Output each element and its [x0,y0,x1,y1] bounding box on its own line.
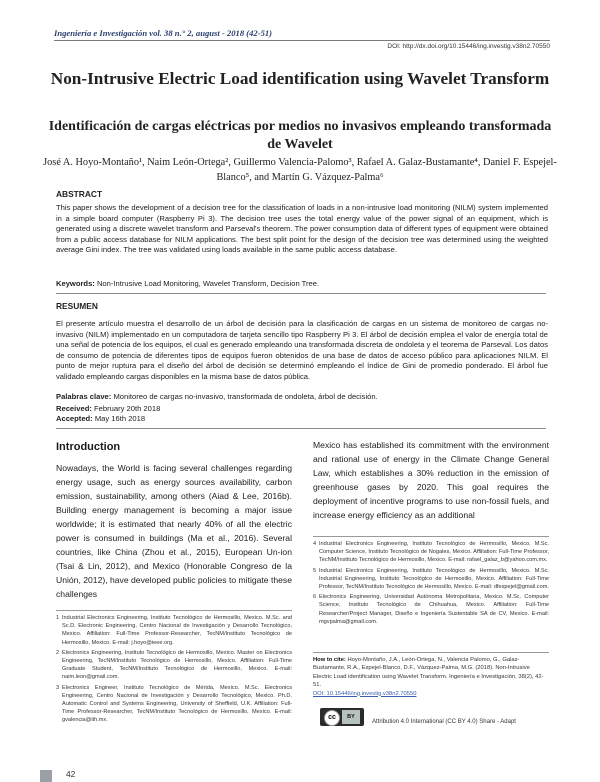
introduction-heading: Introduction [56,441,121,453]
footnote-text: Industrial Electronics Engineering, Instituto Tecnológico de Hermosillo, Mexico. M.Sc. Industrial Engineering, Instituto Tecnológico de Hermosillo, Mexico. Affiliation: Full-Time Professor, TecNM/Instituto Tecnológico de Hermosillo, Mexico. E-mail: dfespejel@gmail.com. [319,567,549,591]
doi-line[interactable]: DOI: http://dx.doi.org/10.15446/ing.investig.v38n2.70550 [387,43,550,50]
footnote-number: 2 [56,649,60,656]
intro-right-column: Mexico has established its commitment with the environment and rational use of energy in the Climate Change General Law, which establishes a 30% reduction in the emission of greenhouse gases by 2020. This goal requires the deployment of incentive programs to use non-fossil fuels, and increase energy efficiency as an additional [313,440,549,520]
footnotes-right [313,540,549,628]
how-to-cite [313,656,549,698]
license-text: Attribution 4.0 International (CC BY 4.0) Share - Adapt [372,719,516,725]
received-label: Received: [56,404,92,413]
footnote-text: Industrial Electronics Engineering, Instituto Tecnológico de Hermosillo, Mexico. M.Sc. Computer Science, Instituto Tecnológico de Nogales, Mexico. Affiliation: Full-Time Professor, TecNM/Instituto Tecnológico de Hermosillo, Mexico. E-mail: rafael_galaz_b@yahoo.com.mx. [319,541,549,564]
resumen-keywords [56,392,548,401]
footnote [56,684,292,725]
footnote [313,540,549,565]
author-list: José A. Hoyo-Montaño¹, Naim León-Ortega², Guillermo Valencia-Palomo³, Rafael A. Galaz-Bustamante⁴, Daniel F. Espejel-Blanco⁵, and Martín G. Vázquez-Palma⁶ [43,157,557,183]
footnote-number: 5 [313,567,317,574]
resumen-heading: RESUMEN [56,301,98,311]
citation-doi-link[interactable]: DOI: 10.15446/ing.investig.v38n2.70550 [313,690,417,697]
journal-header: Ingeniería e Investigación vol. 38 n.° 2, august - 2018 (42-51) [54,28,273,38]
intro-left-column: Nowadays, the World is facing several challenges regarding energy usage, such as energy sources availability, carbon emission, sustainability, among others (Aiad & Lee, 2016b). Building energy management is becoming a major issue worldwide; it is estimated that nearly 40% of all the electric power is consumed in buildings (Ma et al., 2016). Several countries, like China (Zhou et al., 2015), European Un-ion (Tsai & Lin, 2012), and Mexico (Honorable Congreso de la Unión, 2012), have developed public policies to mitigate these challenges [56,463,293,599]
footnotes-left [56,614,292,727]
footnote [56,614,292,647]
section-divider [56,428,546,429]
footnote-number: 1 [56,615,60,621]
palabras-clave-label: Palabras clave: [56,392,112,401]
cc-license-badge[interactable] [320,708,364,726]
section-divider [56,293,546,294]
resumen-text: El presente artículo muestra el desarrollo de un árbol de decisión para la clasificación de cargas en un sistema de monitoreo de cargas no-invasivo (NILM) implementado en un computadora de tarjeta sencillo tipo Raspberry Pi 3. El árbol de decisión emplea el valor de energía total de una señal de potencia de los equipos, el cual es generado empleando una transformada discreta de ondoleta y el teorema de Parseval. Los datos de consumo de potencia de diferentes tipos de equipos fueron obtenidos de una base de datos de acceso público para aplicaciones NILM. El punto de mejor ruptura para el diseño del árbol de decisión se determinó empleando el índice de Gini de promedio ponderado. El árbol fue validado empleando cargas disponibles en la misma base de datos pública. [56,319,548,381]
keywords-value: Non-Intrusive Load Monitoring, Wavelet Transform, Decision Tree. [96,279,320,288]
accepted-label: Accepted: [56,414,93,423]
footnote-text: Electronics Engineer, Instituto Tecnológico de Mérida, Mexico. M.Sc. Electronics Engineering, Centro Nacional de Investigación y Desarrollo Tecnológico, Mexico. Ph.D. Automatic Control and Systems Engineering, University of Sheffield, U.K. Affiliation: Full-Time Professor-Researcher, TecNM/Instituto Tecnológico de Hermosillo, Mexico. E-mail: gvalencia@ith.mx. [62,684,292,724]
received-date [56,404,548,413]
footnote-number: 3 [56,684,60,691]
footnote-number: 4 [313,541,317,547]
footnote-divider [313,536,549,537]
abstract-heading: ABSTRACT [56,189,103,199]
footer-marker [40,770,52,782]
footnote [56,649,292,682]
how-to-cite-text: Hoyo-Montaño, J.A., León-Ortega, N., Valencia Palomo, G., Galaz-Bustamante, R.A., Espejel-Blanco, D.F., Vázquez-Palma, M.G. (2018). Non-Intrusive Electric Load identification using Wavelet Transform. Ingeniería e Investigación, 38(2), 42-51. [313,657,544,689]
abstract-text: This paper shows the development of a decision tree for the classification of loads in a non-intrusive load monitoring (NILM) system implemented in a simple board computer (Raspberry Pi 3). The decision tree uses the total energy value of the power signal of an equipment, which is generated using a discrete wavelet transform and Parseval's theorem. The power consumption data of different types of equipment were obtained from a public access database for NILM applications. The best split point for the design of the decision tree was determined using the weighted average Gini index. The tree was validated using loads available in the same public access database. [56,203,548,254]
palabras-clave-value: Monitoreo de cargas no-invasivo, transformada de ondoleta, árbol de decisión. [113,392,378,401]
citation-divider [313,652,549,653]
received-value: February 20th 2018 [94,404,161,413]
accepted-date [56,414,548,423]
how-to-cite-label: How to cite: [313,657,346,663]
footnote-text: Electronics Engineering, Instituto Tecnológico de Hermosillo, Mexico. Master on Electronics Engineering, TecNM/Instituto Tecnológico de Hermosillo, Mexico. Affiliation: Full-Time Graduate Student, TecNM/Instituto Tecnológico de Hermosillo, Mexico. E-mail: naim.leon@gmail.com. [62,649,292,681]
header-divider [54,40,550,41]
footnote [313,567,549,592]
footnote-divider [56,610,292,611]
cc-icon: cc [324,710,340,726]
footnote [313,593,549,626]
license-block [320,708,556,732]
footnote-text: Electronics Engineering, Universidad Autónoma Metropolitana, Mexico. M.Sc. Computer Science, Instituto Tecnológico de Chihuahua, Mexico. Affiliation: Full-Time Researcher/Project Manager, Diseño e Ingeniería Sustentable SA de CV, Mexico. E-mail: mgvpalma@gmail.com. [319,594,549,625]
abstract-keywords [56,279,548,288]
paper-title: Non-Intrusive Electric Load identification using Wavelet Transform [50,69,550,88]
keywords-label: Keywords: [56,279,95,288]
cc-by-icon: BY [342,710,360,724]
accepted-value: May 16th 2018 [94,414,146,423]
footnote-text: Industrial Electronics Engineering, Instituto Tecnológico de Hermosillo, Mexico. M.Sc. and Sc.D. Electronic Engineering, Centro Nacional de Investigación y Desarrollo Tecnológico, Mexico. Affiliation: Full-Time Professor-Researcher, TecNM/Instituto Tecnológico de Hermosillo, Mexico. E-mail: j.hoyo@ieee.org. [62,615,292,646]
paper-subtitle: Identificación de cargas eléctricas por medios no invasivos empleando transformada de Wavelet [48,119,552,152]
page-number: 42 [66,769,76,779]
footnote-number: 6 [313,594,317,601]
